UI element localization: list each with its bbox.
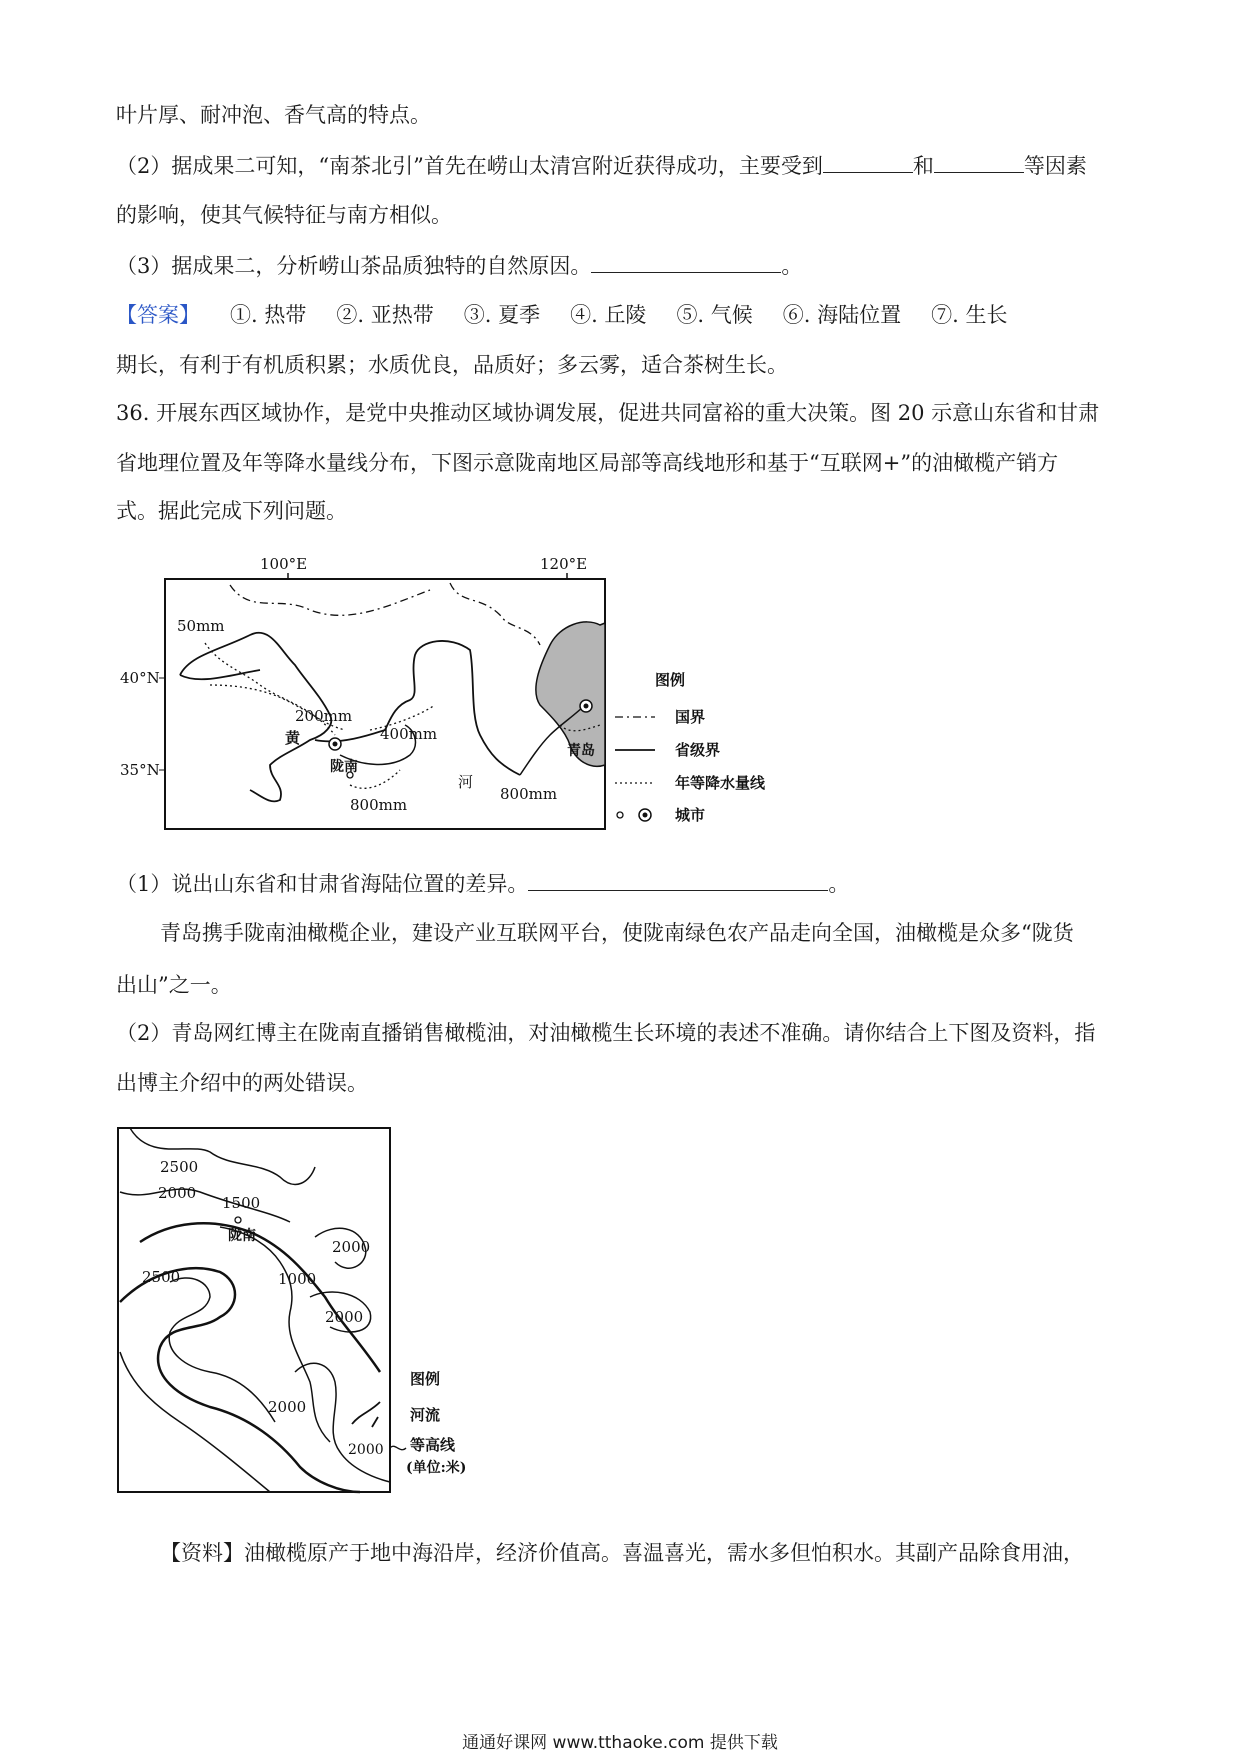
text-line: 出博主介绍中的两处错误。	[116, 1071, 368, 1095]
lat-label-35: 35°N	[120, 761, 160, 779]
answer-blank[interactable]	[823, 150, 913, 173]
contour-label: 2000	[158, 1184, 197, 1202]
place-label-huang: 黄	[285, 729, 301, 747]
answer-item: ④. 丘陵	[570, 303, 647, 327]
answer-item: ⑥. 海陆位置	[782, 303, 902, 327]
contour-label: 2000	[332, 1238, 371, 1256]
place-label-longnan: 陇南	[228, 1228, 256, 1244]
contour-label: 2000	[268, 1398, 307, 1416]
text-line: 式。据此完成下列问题。	[116, 499, 347, 523]
isoline-400mm-label: 400mm	[380, 725, 438, 743]
contour-label: 2500	[142, 1268, 181, 1286]
answer-blank[interactable]	[591, 250, 781, 273]
text-line: 省地理位置及年等降水量线分布，下图示意陇南地区局部等高线地形和基于“互联网+”的油橄榄产销方	[116, 451, 1059, 475]
isoline-50mm-label: 50mm	[177, 617, 225, 635]
text-line: 叶片厚、耐冲泡、香气高的特点。	[116, 103, 431, 127]
resource-text: 【资料】油橄榄原产于地中海沿岸，经济价值高。喜温喜光，需水多但怕积水。其副产品除食用油，	[160, 1541, 1084, 1565]
legend-isoline: 年等降水量线	[675, 774, 766, 792]
contour-label: 2000	[325, 1308, 364, 1326]
answer-item: ⑤. 气候	[676, 303, 753, 327]
contour-label: 1000	[278, 1270, 317, 1288]
answer-item: ①. 热带	[230, 303, 307, 327]
footer: 通通好课网 www.tthaoke.com 提供下载	[462, 1733, 778, 1753]
place-label-longnan: 陇南	[330, 759, 358, 775]
contour-label: 2500	[160, 1158, 199, 1176]
isoline-200mm-label: 200mm	[295, 707, 353, 725]
answer-item: ③. 夏季	[463, 303, 541, 327]
legend-national-border: 国界	[675, 708, 706, 726]
place-label-he: 河	[458, 773, 474, 791]
question-36: 36. 开展东西区域协作，是党中央推动区域协调发展，促进共同富裕的重大决策。图 20 示意山东省和甘肃	[116, 401, 1100, 425]
text-line: 青岛携手陇南油橄榄企业，建设产业互联网平台，使陇南绿色农产品走向全国，油橄榄是众多“陇货	[160, 921, 1074, 945]
answer-line	[116, 300, 1008, 330]
answer-item: ②. 亚热带	[336, 303, 434, 327]
legend-title: 图例	[655, 671, 686, 689]
legend-contour: 等高线	[410, 1436, 456, 1454]
answer-tag: 【答案】	[116, 303, 200, 327]
legend-river: 河流	[410, 1406, 441, 1424]
answer-item: ⑦. 生长	[931, 303, 1008, 327]
question-2: （2）据成果二可知，“南茶北引”首先在崂山太清宫附近获得成功，主要受到 和 等因素	[116, 150, 1087, 181]
longnan-contour-map	[110, 1122, 540, 1502]
legend-title: 图例	[410, 1370, 441, 1388]
legend-provincial-border: 省级界	[675, 741, 721, 759]
answer-blank[interactable]	[528, 868, 828, 891]
text-line: 的影响，使其气候特征与南方相似。	[116, 203, 452, 227]
question-36-2: （2）青岛网红博主在陇南直播销售橄榄油，对油橄榄生长环境的表述不准确。请你结合上下图及资料，指	[116, 1021, 1096, 1045]
question-3: （3）据成果二，分析崂山茶品质独特的自然原因。 。	[116, 250, 802, 281]
lon-label-100: 100°E	[260, 555, 308, 573]
legend-unit: (单位:米)	[406, 1460, 467, 1476]
location-precipitation-map	[120, 555, 820, 840]
legend-city: 城市	[675, 806, 706, 824]
legend-contour-number: 2000	[348, 1442, 384, 1458]
lat-label-40: 40°N	[120, 669, 160, 687]
place-label-qingdao: 青岛	[567, 743, 595, 759]
isoline-800mm-label: 800mm	[500, 785, 558, 803]
text-line: 期长，有利于有机质积累；水质优良，品质好；多云雾，适合茶树生长。	[116, 353, 788, 377]
lon-label-120: 120°E	[540, 555, 588, 573]
answer-blank[interactable]	[934, 150, 1024, 173]
isoline-800mm-label: 800mm	[350, 796, 408, 814]
question-36-1: （1）说出山东省和甘肃省海陆位置的差异。 。	[116, 868, 849, 899]
text-line: 出山”之一。	[116, 973, 232, 997]
contour-label: 1500	[222, 1194, 261, 1212]
